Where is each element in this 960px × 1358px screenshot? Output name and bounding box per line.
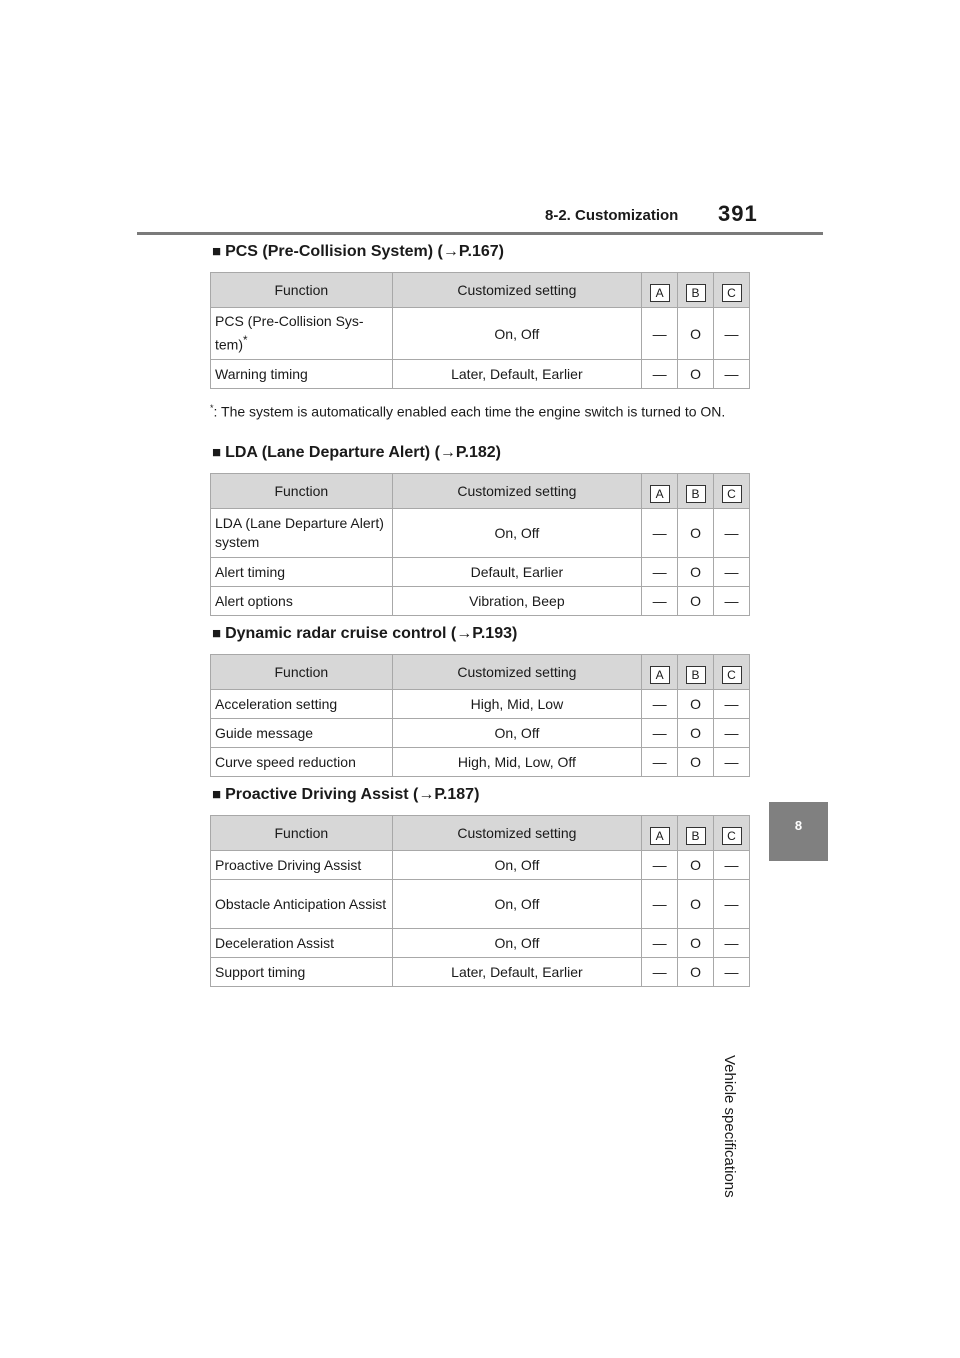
setting-method-b-icon: B <box>686 284 706 302</box>
b-cell: O <box>678 880 714 929</box>
setting-method-c-icon: C <box>722 666 742 684</box>
footnote <box>210 398 730 422</box>
function-cell: Warning timing <box>211 360 393 389</box>
c-cell: — <box>714 308 750 360</box>
a-cell: — <box>642 958 678 987</box>
section-heading-cruise <box>212 625 517 643</box>
function-cell: Alert options <box>211 587 393 616</box>
a-cell: — <box>642 587 678 616</box>
column-header-b <box>678 273 714 308</box>
setting-cell: Default, Earlier <box>392 558 641 587</box>
column-header-function: Function <box>211 655 393 690</box>
column-header-function: Function <box>211 816 393 851</box>
setting-method-b-icon: B <box>686 827 706 845</box>
table-row <box>211 308 750 360</box>
header-divider <box>137 232 823 235</box>
b-cell: O <box>678 690 714 719</box>
c-cell: — <box>714 690 750 719</box>
setting-cell: On, Off <box>392 880 641 929</box>
b-cell: O <box>678 748 714 777</box>
setting-cell: Later, Default, Earlier <box>392 958 641 987</box>
function-cell: Deceleration Assist <box>211 929 393 958</box>
setting-cell: Later, Default, Earlier <box>392 360 641 389</box>
setting-cell: Vibration, Beep <box>392 587 641 616</box>
section-heading-proactive <box>212 786 479 804</box>
a-cell: — <box>642 558 678 587</box>
section-title: 8-2. Customization <box>545 207 679 224</box>
table-header-row <box>211 655 750 690</box>
b-cell: O <box>678 719 714 748</box>
setting-method-a-icon: A <box>650 284 670 302</box>
a-cell: — <box>642 308 678 360</box>
section-heading-pcs <box>212 243 504 261</box>
function-cell: Alert timing <box>211 558 393 587</box>
column-header-b <box>678 655 714 690</box>
pcs-table <box>210 272 750 389</box>
column-header-c <box>714 655 750 690</box>
setting-method-c-icon: C <box>722 827 742 845</box>
b-cell: O <box>678 929 714 958</box>
a-cell: — <box>642 880 678 929</box>
lda-table <box>210 473 750 616</box>
page-reference: P.187) <box>434 786 480 803</box>
column-header-function: Function <box>211 474 393 509</box>
function-text: PCS (Pre-Collision Sys-tem) <box>215 313 364 353</box>
chapter-label: Vehicle specifications <box>721 1055 738 1198</box>
section-heading-lda <box>212 444 501 462</box>
setting-method-b-icon: B <box>686 666 706 684</box>
square-bullet-icon: ■ <box>212 786 222 803</box>
table-header-row <box>211 816 750 851</box>
table-row <box>211 748 750 777</box>
square-bullet-icon: ■ <box>212 625 222 642</box>
setting-cell: On, Off <box>392 851 641 880</box>
a-cell: — <box>642 509 678 558</box>
page-number: 391 <box>718 201 758 226</box>
table-row <box>211 690 750 719</box>
section-heading-text: PCS (Pre-Collision System) ( <box>225 243 443 260</box>
b-cell: O <box>678 509 714 558</box>
square-bullet-icon: ■ <box>212 243 222 260</box>
column-header-b <box>678 474 714 509</box>
b-cell: O <box>678 558 714 587</box>
arrow-icon: → <box>439 444 456 461</box>
b-cell: O <box>678 587 714 616</box>
setting-cell: High, Mid, Low <box>392 690 641 719</box>
c-cell: — <box>714 880 750 929</box>
column-header-a <box>642 474 678 509</box>
page-reference: P.193) <box>472 625 518 642</box>
c-cell: — <box>714 748 750 777</box>
column-header-a <box>642 655 678 690</box>
a-cell: — <box>642 929 678 958</box>
function-cell: LDA (Lane Departure Alert) system <box>211 509 393 558</box>
a-cell: — <box>642 851 678 880</box>
chapter-tab: 8 <box>769 802 828 861</box>
table-row <box>211 558 750 587</box>
setting-cell: On, Off <box>392 719 641 748</box>
setting-method-b-icon: B <box>686 485 706 503</box>
section-heading-text: Proactive Driving Assist ( <box>225 786 419 803</box>
a-cell: — <box>642 719 678 748</box>
function-cell: Curve speed reduction <box>211 748 393 777</box>
arrow-icon: → <box>418 786 435 803</box>
setting-cell: On, Off <box>392 509 641 558</box>
footnote-text: : The system is automatically enabled each time the engine switch is turned to ON. <box>213 403 726 420</box>
table-header-row <box>211 474 750 509</box>
table-row <box>211 509 750 558</box>
cruise-table <box>210 654 750 777</box>
setting-method-a-icon: A <box>650 666 670 684</box>
column-header-customized: Customized setting <box>392 655 641 690</box>
c-cell: — <box>714 929 750 958</box>
section-heading-text: Dynamic radar cruise control ( <box>225 625 457 642</box>
b-cell: O <box>678 958 714 987</box>
table-row <box>211 880 750 929</box>
function-cell: Proactive Driving Assist <box>211 851 393 880</box>
function-cell <box>211 308 393 360</box>
setting-method-c-icon: C <box>722 485 742 503</box>
c-cell: — <box>714 851 750 880</box>
a-cell: — <box>642 690 678 719</box>
column-header-a <box>642 273 678 308</box>
table-row <box>211 958 750 987</box>
column-header-c <box>714 474 750 509</box>
column-header-customized: Customized setting <box>392 816 641 851</box>
proactive-table <box>210 815 750 987</box>
table-row <box>211 360 750 389</box>
c-cell: — <box>714 587 750 616</box>
setting-method-a-icon: A <box>650 827 670 845</box>
column-header-a <box>642 816 678 851</box>
function-cell: Obstacle Anticipation Assist <box>211 880 393 929</box>
column-header-b <box>678 816 714 851</box>
c-cell: — <box>714 360 750 389</box>
page-reference: P.167) <box>458 243 504 260</box>
a-cell: — <box>642 748 678 777</box>
table-row <box>211 587 750 616</box>
table-row <box>211 719 750 748</box>
section-heading-text: LDA (Lane Departure Alert) ( <box>225 444 440 461</box>
setting-cell: On, Off <box>392 929 641 958</box>
setting-method-c-icon: C <box>722 284 742 302</box>
column-header-c <box>714 816 750 851</box>
square-bullet-icon: ■ <box>212 444 222 461</box>
c-cell: — <box>714 958 750 987</box>
c-cell: — <box>714 719 750 748</box>
setting-method-a-icon: A <box>650 485 670 503</box>
table-row <box>211 929 750 958</box>
footnote-marker: * <box>210 403 214 413</box>
function-cell: Support timing <box>211 958 393 987</box>
b-cell: O <box>678 308 714 360</box>
column-header-customized: Customized setting <box>392 273 641 308</box>
setting-cell: High, Mid, Low, Off <box>392 748 641 777</box>
c-cell: — <box>714 509 750 558</box>
table-header-row <box>211 273 750 308</box>
setting-cell: On, Off <box>392 308 641 360</box>
column-header-function: Function <box>211 273 393 308</box>
c-cell: — <box>714 558 750 587</box>
function-cell: Acceleration setting <box>211 690 393 719</box>
column-header-c <box>714 273 750 308</box>
arrow-icon: → <box>442 243 459 260</box>
a-cell: — <box>642 360 678 389</box>
column-header-customized: Customized setting <box>392 474 641 509</box>
arrow-icon: → <box>456 625 473 642</box>
footnote-marker: * <box>243 334 248 348</box>
page-reference: P.182) <box>455 444 501 461</box>
b-cell: O <box>678 851 714 880</box>
table-row <box>211 851 750 880</box>
b-cell: O <box>678 360 714 389</box>
function-cell: Guide message <box>211 719 393 748</box>
